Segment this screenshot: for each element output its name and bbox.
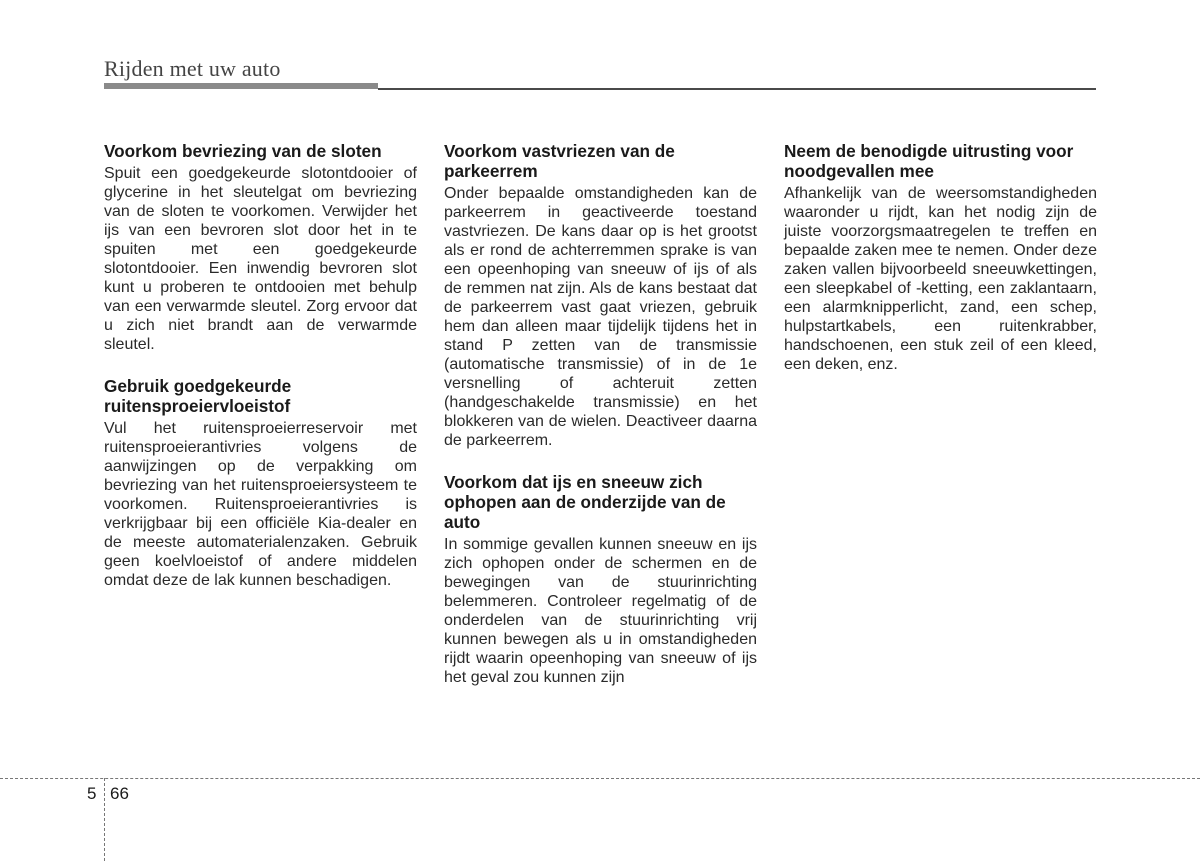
section-heading: Gebruik goedgekeurde ruitensproeiervloeistof	[104, 376, 292, 416]
section-body: Afhankelijk van de weersomstandigheden waaronder u rijdt, kan het nodig zijn de juiste voorzorgsmaatregelen te treffen en bepaalde zaken mee te nemen. Onder deze zaken vallen bijvoorbeeld sneeuwkettingen, een sleepkabel of -ketting, een zaklantaarn, een alarmknipperlicht, zand, een schep, hulpstartkabels, een ruitenkrabber, handschoenen, een stuk zeil of een kleed, een deken, enz.	[784, 185, 1097, 373]
section-heading: Neem de benodigde uitrusting voor noodgevallen mee	[784, 141, 1074, 181]
header-rule-thick	[104, 83, 378, 89]
section-body: Vul het ruitensproeierreservoir met ruitensproeierantivries volgens de aanwijzingen op de verpakking om bevriezing van het ruitensproeiersysteem te voorkomen. Ruitensproeierantivries is verkrijgbaar bij een officiële Kia-dealer en de meeste automaterialenzaken. Gebruik geen koelvloeistof of andere middelen omdat deze de lak kunnen beschadigen.	[104, 420, 417, 589]
section-body: Spuit een goedgekeurde slotontdooier of glycerine in het sleutelgat om bevriezing van de sloten te voorkomen. Verwijder het ijs van een bevroren slot door het in te spuiten met een goedgekeurde slotontdooier. Een inwendig bevroren slot kunt u proberen te ontdooien met behulp van een verwarmde sleutel. Zorg ervoor dat u zich niet brandt aan de verwarmde sleutel.	[104, 165, 417, 353]
page-number: 66	[110, 784, 129, 803]
chapter-number: 5	[87, 784, 97, 803]
footer-dashed-divider	[104, 778, 105, 861]
section-heading: Voorkom bevriezing van de sloten	[104, 141, 382, 161]
footer-dashed-rule	[0, 778, 1200, 779]
section-washer-fluid	[104, 376, 417, 590]
column-1	[104, 141, 417, 612]
section-body: In sommige gevallen kunnen sneeuw en ijs zich ophopen onder de schermen en de bewegingen van de stuurinrichting belemmeren. Controleer regelmatig of de onderdelen van de stuurinrichting vrij kunnen bewegen als u in omstandigheden rijdt waarin opeenhoping van sneeuw of ijs het geval zou kunnen zijn	[444, 536, 757, 686]
section-heading: Voorkom vastvriezen van de parkeerrem	[444, 141, 675, 181]
section-underbody-ice	[444, 472, 757, 687]
section-heading: Voorkom dat ijs en sneeuw zich ophopen aan de onderzijde van de auto	[444, 472, 726, 532]
column-2	[444, 141, 757, 709]
section-parking-brake	[444, 141, 757, 450]
column-3	[784, 141, 1097, 396]
section-emergency-equipment	[784, 141, 1097, 374]
section-body: Onder bepaalde omstandigheden kan de parkeerrem in geactiveerde toestand vastvriezen. De kans daar op is het grootst als er rond de achterremmen sprake is van een opeenhoping van sneeuw of ijs of als de remmen nat zijn. Als de kans bestaat dat de parkeerrem vast gaat vriezen, gebruik hem dan alleen maar tijdelijk tijdens het in stand P zetten van de transmissie (automatische transmissie) of in de 1e versnelling of achteruit zetten (handgeschakelde transmissie) en het blokkeren van de wielen. Deactiveer daarna de parkeerrem.	[444, 185, 757, 449]
section-lock-freezing	[104, 141, 417, 354]
header-rule-thin	[378, 88, 1096, 90]
page-header-title: Rijden met uw auto	[104, 56, 281, 81]
